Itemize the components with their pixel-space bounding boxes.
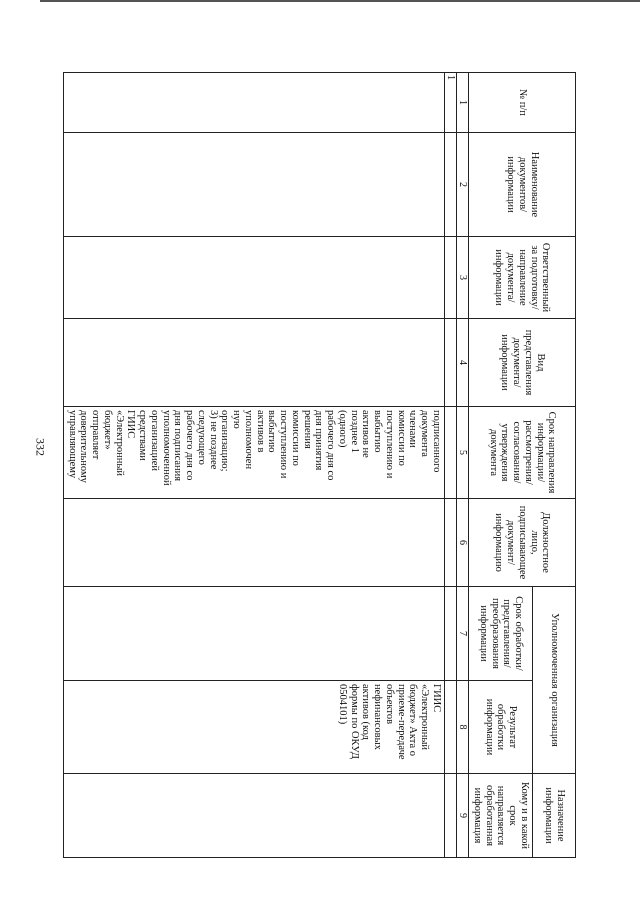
header-processing-deadline: Срок обработки/ представления/ преобразования информации <box>469 587 533 681</box>
column-number: 8 <box>457 681 469 774</box>
cell-document-name <box>63 133 444 237</box>
cell-processing-result: ГИИС «Электронный бюджет» Акта о приеме-передаче объектов нефинансовых активов (код формы по ОКУД 0504101) <box>63 681 444 774</box>
table-row <box>63 73 444 858</box>
cell-number <box>63 73 444 133</box>
column-number: 2 <box>457 133 469 237</box>
table-cell <box>444 774 456 858</box>
table-cell <box>444 319 456 407</box>
table-cell <box>444 237 456 319</box>
header-deadline: Срок направления информации/ рассмотрения/ согласования/ утверждения документа <box>469 407 576 499</box>
cell-recipient <box>63 774 444 858</box>
column-number: 1 <box>457 73 469 133</box>
row-marker: 1 <box>444 73 456 133</box>
column-number: 5 <box>457 407 469 499</box>
header-number: № п/п <box>469 73 576 133</box>
header-document-name: Наименование документов/ информации <box>469 133 576 237</box>
header-recipient: Кому и в какой срок направляется обработанная информация <box>469 774 533 858</box>
procedure-table <box>63 72 576 858</box>
table-container <box>66 72 576 857</box>
cell-signing-official <box>63 499 444 587</box>
column-number: 3 <box>457 237 469 319</box>
column-number: 9 <box>457 774 469 858</box>
table-cell <box>444 407 456 499</box>
table-cell <box>444 499 456 587</box>
header-representation-type: Вид представления документа/ информации <box>469 319 576 407</box>
table-cell <box>444 133 456 237</box>
cell-processing-deadline <box>63 587 444 681</box>
header-responsible: Ответственный за подготовку/ направление документа/ информации <box>469 237 576 319</box>
column-number-row <box>457 73 469 858</box>
page-number: 332 <box>33 438 48 456</box>
table-cell <box>444 587 456 681</box>
column-number: 6 <box>457 499 469 587</box>
table-cell <box>444 681 456 774</box>
header-processing-result: Результат обработки информации <box>469 681 533 774</box>
header-authorized-organization: Уполномоченная организация <box>533 587 576 774</box>
first-row-marker-row <box>444 73 456 858</box>
header-signing-official: Должностное лицо, подписывающее документ/ информацию <box>469 499 576 587</box>
cell-representation-type <box>63 319 444 407</box>
column-number: 4 <box>457 319 469 407</box>
cell-responsible <box>63 237 444 319</box>
cell-deadline: подписанного документа членами комиссии по поступлению и выбытию активов не позднее 1 (одного) рабочего дня со дня принятия решения комиссии по поступлению и выбытию активов в уполномочен ную организацию; 3) не позднее следующего рабочего дня со дня подписания уполномоченной организацией средствами ГИИС «Электронный бюджет» отправляет доверительному управляющему <box>63 407 444 499</box>
column-number: 7 <box>457 587 469 681</box>
header-purpose: Назначение информации <box>533 774 576 858</box>
